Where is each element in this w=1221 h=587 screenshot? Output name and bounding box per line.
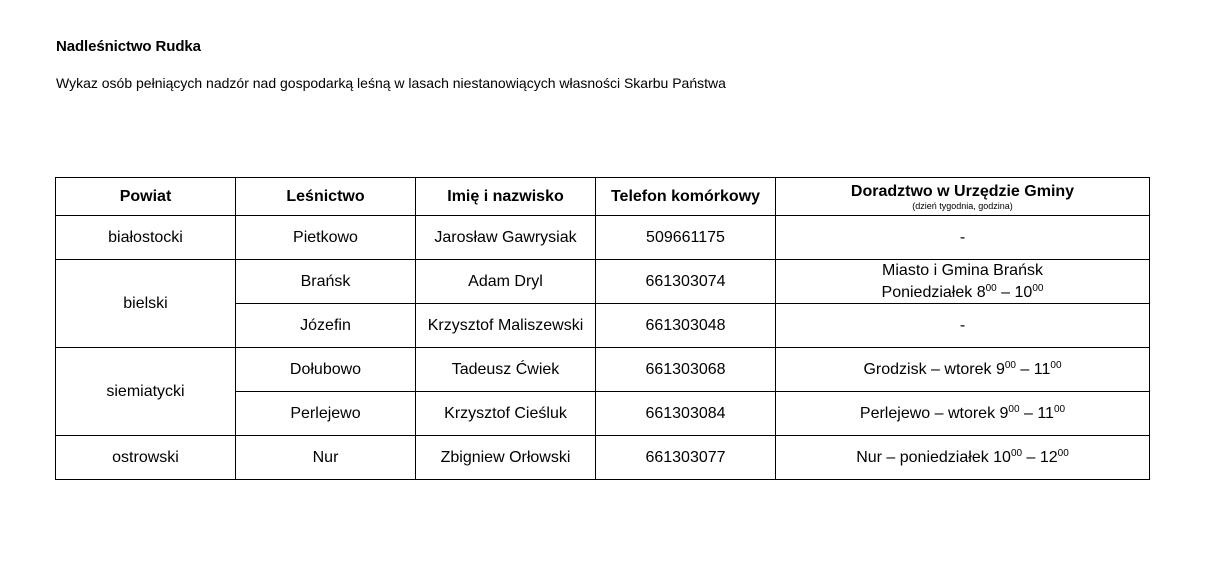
header-doradztwo [776,178,1150,216]
header-telefon: Telefon komórkowy [596,178,776,216]
cell-imie-nazwisko: Jarosław Gawrysiak [416,216,596,260]
doradztwo-schedule: Poniedziałek $8^{00} - 10^{00}$ [881,282,1044,301]
cell-lesnictwo: Józefin [236,304,416,348]
document-subtitle: Wykaz osób pełniących nadzór nad gospodarką leśną w lasach niestanowiących własności Skarbu Państwa [56,75,726,91]
table-row [56,216,1150,260]
cell-imie-nazwisko: Zbigniew Orłowski [416,436,596,480]
cell-powiat: ostrowski [56,436,236,480]
cell-lesnictwo: Brańsk [236,260,416,304]
cell-telefon: 661303074 [596,260,776,304]
cell-powiat: białostocki [56,216,236,260]
document-title: Nadleśnictwo Rudka [56,38,201,55]
cell-doradztwo: - [776,216,1150,260]
supervisors-table [55,177,1150,480]
cell-doradztwo: - [776,304,1150,348]
header-lesnictwo: Leśnictwo [236,178,416,216]
header-doradztwo-label: Doradztwo w Urzędzie Gminy [850,182,1075,200]
cell-lesnictwo: Pietkowo [236,216,416,260]
table-row [56,436,1150,480]
cell-telefon: 661303084 [596,392,776,436]
cell-doradztwo: Nur – poniedziałek $10^{00} - 12^{00}$ [776,436,1150,480]
table-row [56,260,1150,304]
header-doradztwo-note: (dzień tygodnia, godzina) [912,201,1013,212]
cell-doradztwo: Perlejewo – wtorek $9^{00} - 11^{00}$ [776,392,1150,436]
cell-telefon: 661303077 [596,436,776,480]
header-powiat: Powiat [56,178,236,216]
cell-telefon: 661303068 [596,348,776,392]
cell-imie-nazwisko: Tadeusz Ćwiek [416,348,596,392]
cell-imie-nazwisko: Adam Dryl [416,260,596,304]
doradztwo-location: Miasto i Gmina Brańsk [882,262,1043,279]
cell-powiat: siemiatycki [56,348,236,436]
cell-lesnictwo: Dołubowo [236,348,416,392]
cell-imie-nazwisko: Krzysztof Cieśluk [416,392,596,436]
cell-doradztwo: Grodzisk – wtorek $9^{00} - 11^{00}$ [776,348,1150,392]
cell-doradztwo [776,260,1150,304]
table-header-row [56,178,1150,216]
cell-lesnictwo: Nur [236,436,416,480]
cell-imie-nazwisko: Krzysztof Maliszewski [416,304,596,348]
cell-powiat: bielski [56,260,236,348]
cell-telefon: 509661175 [596,216,776,260]
cell-telefon: 661303048 [596,304,776,348]
cell-lesnictwo: Perlejewo [236,392,416,436]
table-row [56,348,1150,392]
header-imie-nazwisko: Imię i nazwisko [416,178,596,216]
